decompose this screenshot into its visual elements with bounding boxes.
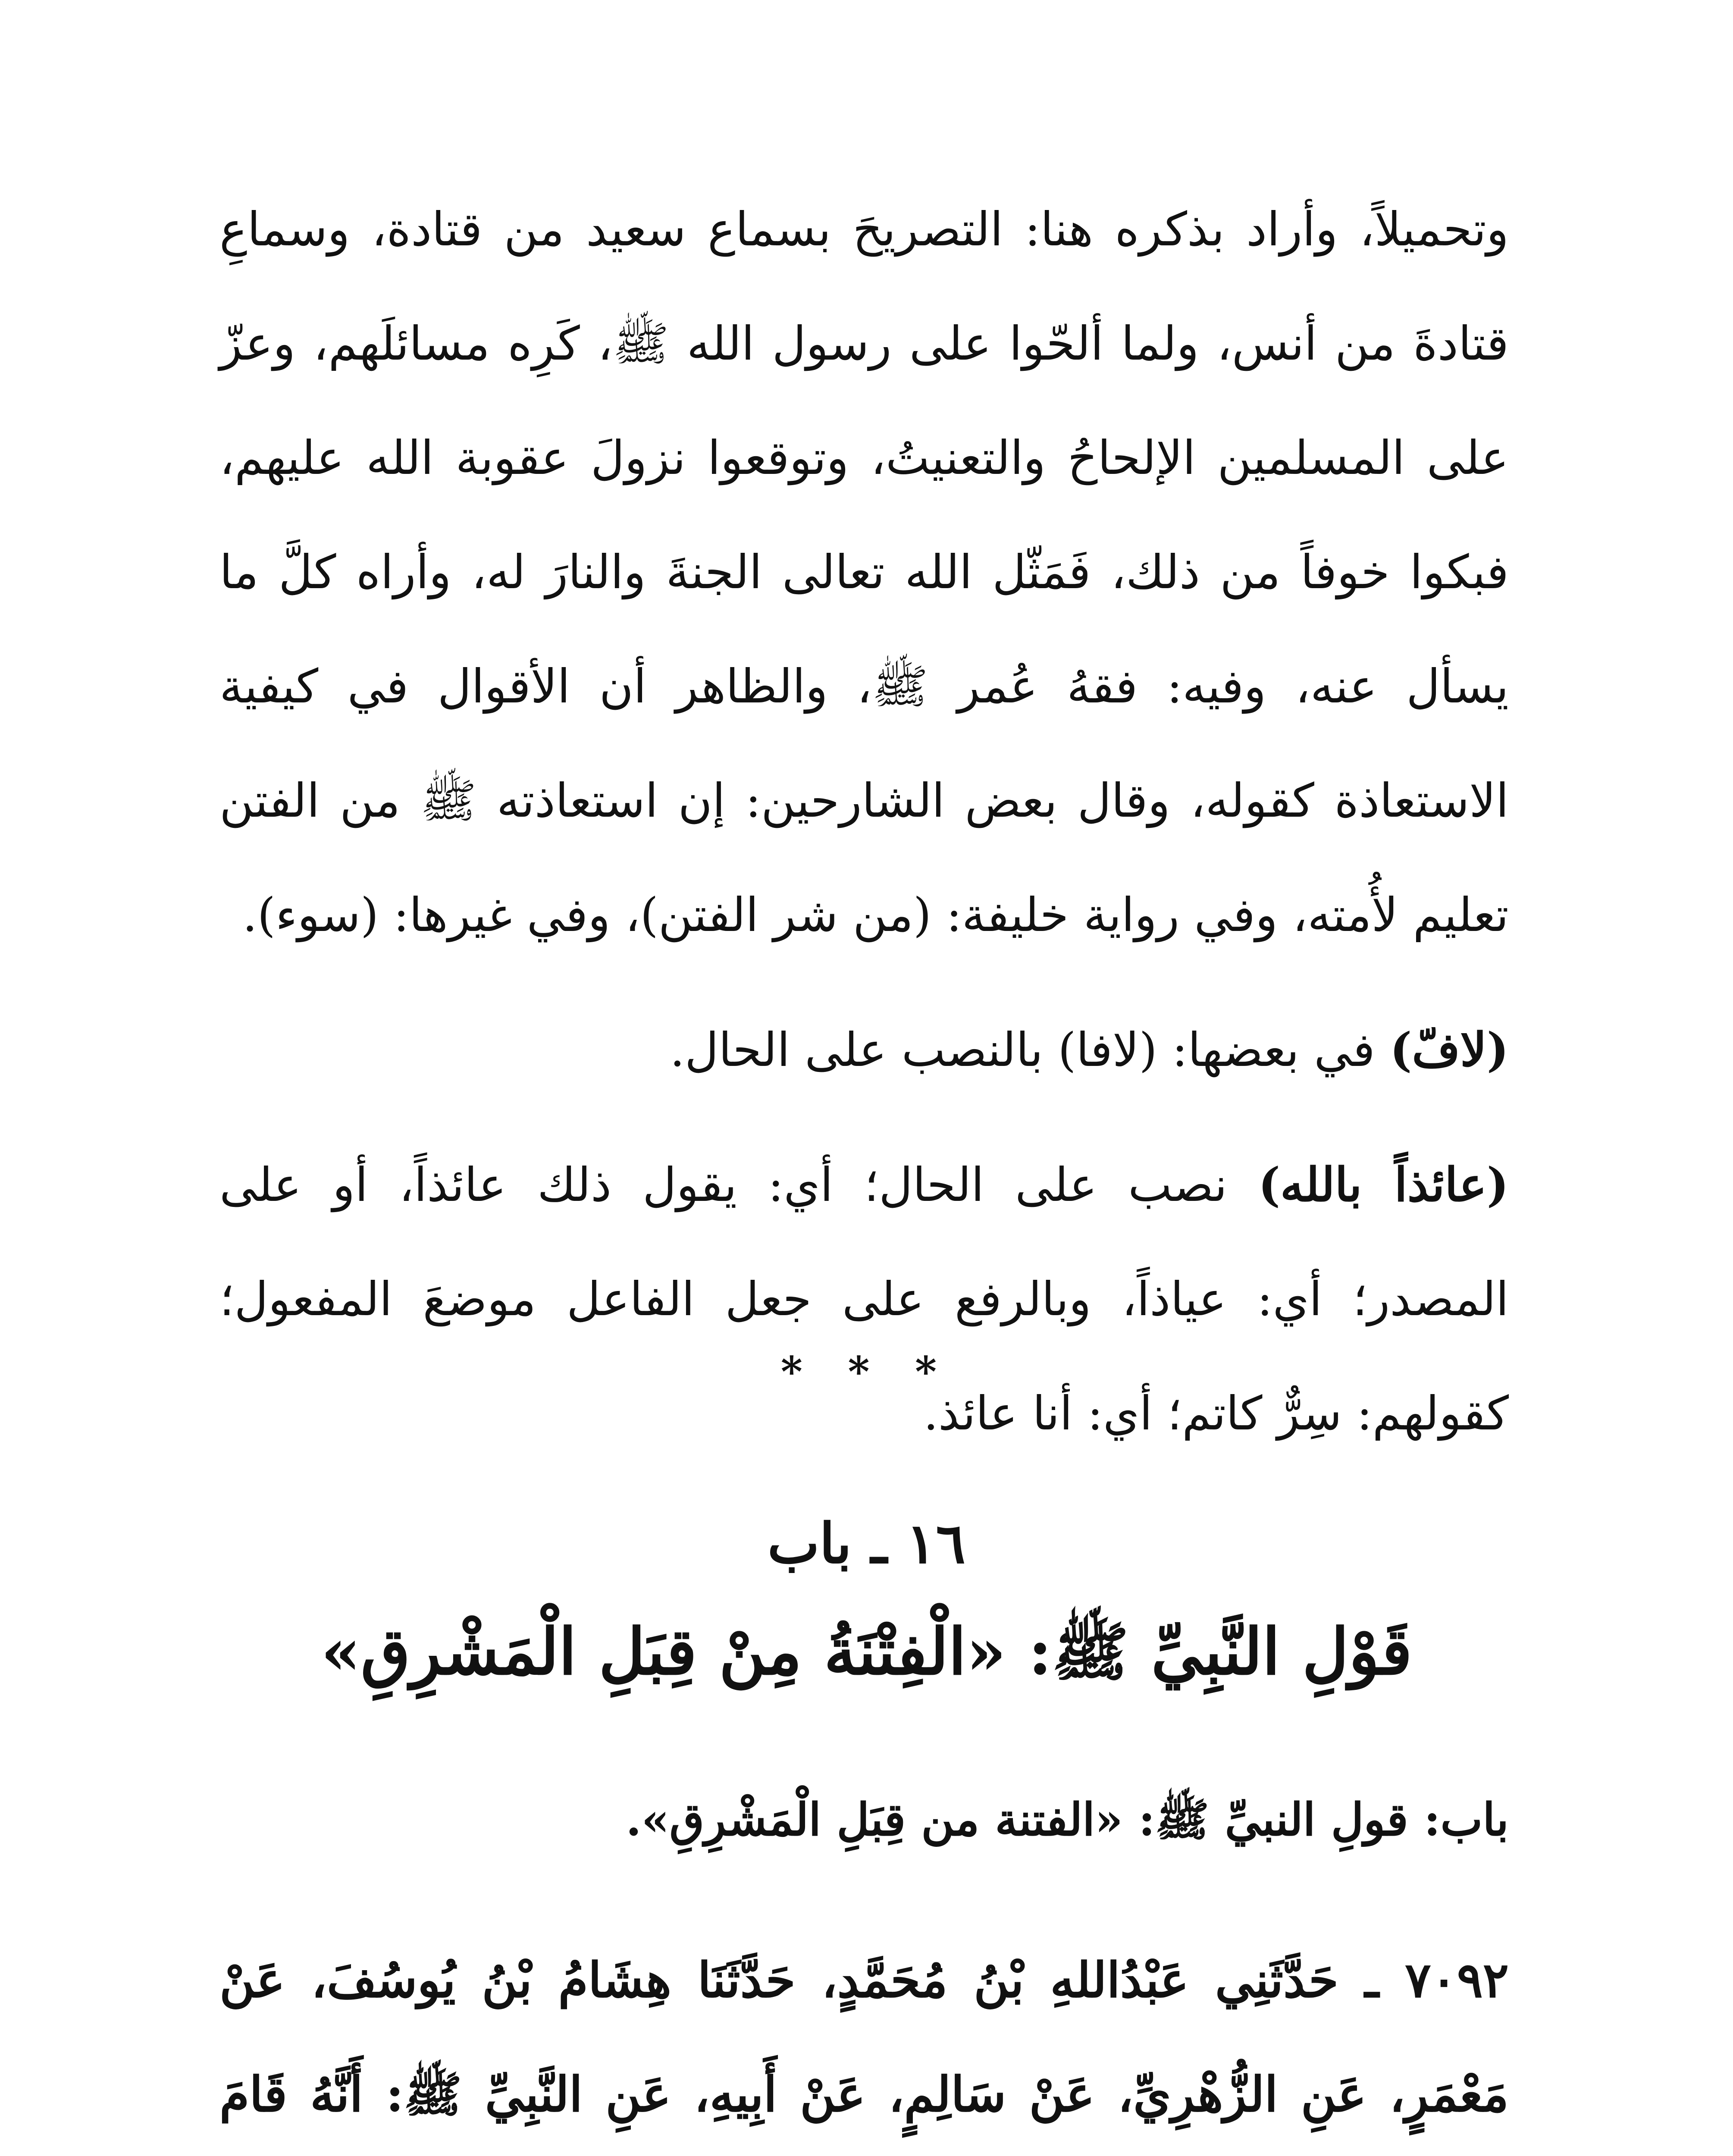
paragraph-text: نصب على الحال؛ أي: يقول ذلك عائذاً، أو على المصدر؛ أي: عياذاً، وبالرفع على جعل الفاعل موضعَ المفعول؛ كقولهم: سِرٌّ كاتم؛ أي: أنا عائذ. — [219, 1158, 1509, 1441]
chapter-title: قَوْلِ النَّبِيِّ ﷺ: «الْفِتْنَةُ مِنْ قِبَلِ الْمَشْرِقِ» — [321, 1614, 1412, 1689]
commentary-paragraph — [219, 1128, 1509, 1471]
paragraph-text: في بعضها: (لافا) بالنصب على الحال. — [670, 1023, 1390, 1077]
section-separator: * * * — [780, 1348, 953, 1396]
hadith-text: ٧٠٩٢ ـ حَدَّثَنِي عَبْدُاللهِ بْنُ مُحَمَّدٍ، حَدَّثَنَا هِشَامُ بْنُ يُوسُفَ، عَنْ مَعْمَرٍ، عَنِ الزُّهْرِيِّ، عَنْ سَالِمٍ، عَنْ أَبِيهِ، عَنِ النَّبِيِّ ﷺ: أَنَّهُ قَامَ — [219, 1952, 1509, 2123]
keyword: (لافّ) — [1390, 1023, 1509, 1077]
chapter-number: ١٦ ـ باب — [767, 1511, 966, 1576]
commentary-paragraph — [219, 993, 1509, 1107]
commentary-paragraph: وتحميلاً، وأراد بذكره هنا: التصريحَ بسماع سعيد من قتادة، وسماعِ قتادةَ من أنس، ولما ألحّوا على رسول الله ﷺ، كَرِه مسائلَهم، وعزّ على المسلمين الإلحاحُ والتعنيتُ، وتوقعوا نزولَ عقوبة الله عليهم، فبكوا خوفاً من ذلك، فَمَثّل الله تعالى الجنةَ والنارَ له، وأراه كلَّ ما يسأل عنه، وفيه: فقهُ عُمر ﷺ، والظاهر أن الأقوال في كيفية الاستعاذة كقوله، وقال بعض الشارحين: إن استعاذته ﷺ من الفتن تعليم لأُمته، وفي رواية خليفة: (من شر الفتن)، وفي غيرها: (سوء). — [219, 203, 1509, 942]
commentary-section — [219, 172, 1509, 1471]
keyword: (عائذاً بالله) — [1258, 1158, 1509, 1212]
chapter-subheading: باب: قولِ النبيِّ ﷺ: «الفتنة من قِبَلِ الْمَشْرِقِ». — [626, 1793, 1509, 1846]
